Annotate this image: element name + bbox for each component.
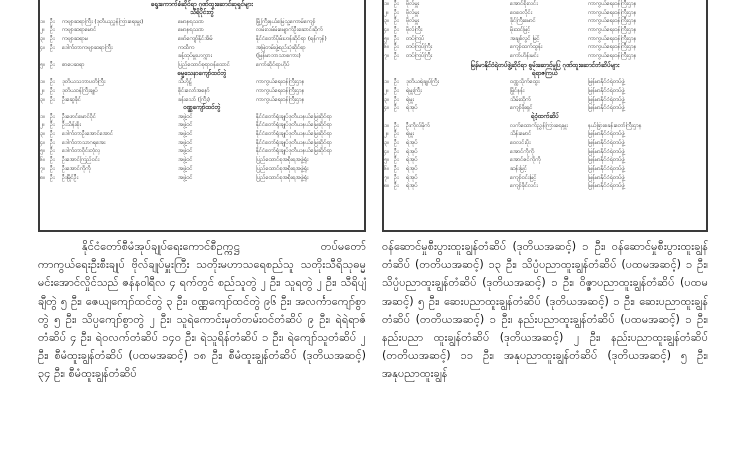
cell-num: ၂။ (40, 122, 45, 129)
cell-unit: (မြန်မာဘာသာစကား) (256, 53, 301, 60)
cell-unit: မြန်မာနိုင်ငံရဲတပ်ဖွဲ့ (588, 157, 625, 164)
cell-name: ရဲအုပ် (406, 183, 418, 190)
cell-award: မြိုင်နန်း (510, 88, 525, 94)
cell-unit: ကာကွယ်ရေးဝန်ကြီးဌာန (588, 44, 637, 51)
cell-unit: နယ်ခြားစခန်းတော်ကြီးဌာန (588, 122, 642, 129)
cell-name: ဒေါက်တာဝိုင်းတုံလှ (62, 148, 101, 155)
award-rows (40, 113, 364, 183)
cell-name: ရဲအုပ် (406, 148, 418, 155)
cell-unit: နိုင်ငံတော်ရုံးချုပ်ဒုတိယနယ်မြေဆိုင်ရာ (256, 131, 332, 138)
cell-num: ၁။ (40, 18, 45, 25)
cell-name: ဗိုလ်ကြီး (406, 27, 423, 34)
cell-unit: မြန်မာနိုင်ငံရဲတပ်ဖွဲ့ (588, 105, 625, 112)
cell-unit: ကာကွယ်ရေးဝန်ကြီးဌာန (588, 27, 637, 34)
cell-name: တပ်ကြပ်ကြီး (406, 44, 433, 51)
cell-unit: နိုင်ငံတော်ရုံးချုပ်ဒုတိယနယ်မြေဆိုင်ရာ (256, 113, 332, 120)
cell-award: မိုးထင်မြင့် (510, 27, 531, 34)
cell-name: စာပေဆရာ (62, 61, 85, 68)
award-rows (384, 122, 706, 192)
cell-num: ၄။ (384, 27, 389, 34)
cell-unit: မြန်မာနိုင်ငံရဲတပ်ဖွဲ့ (588, 174, 625, 181)
cell-award: ကျော်ဖိုးရှင် (510, 105, 533, 112)
cell-num: ၃။ (40, 131, 45, 138)
cell-num: ၂။ (40, 87, 45, 94)
cell-award: အဖွဲ့ဝင် (178, 113, 193, 120)
cell-num: ၁။ (384, 1, 389, 7)
cell-name: ဗိုလ်မှူး (406, 1, 420, 7)
cell-num: ၇။ (40, 165, 45, 172)
cell-name: ရဲမှူး (406, 96, 414, 103)
cell-rank: ဦး (394, 166, 399, 172)
cell-name: ဒုတိယရဲချုပ်ကြီး (406, 79, 439, 86)
cell-num: ၁။ (40, 79, 45, 86)
section-heading: ဝဏ္ဏကျော်ထင်တွဲ (183, 104, 221, 112)
cell-award: ကျော်ဝင်းမြင့် (510, 174, 537, 181)
cell-name: ဒေါက်တာဦးအောင်အောင် (62, 131, 114, 138)
cell-unit: မြန်မာနိုင်ငံရဲတပ်ဖွဲ့ (588, 139, 625, 146)
cell-rank: ဦး (50, 148, 55, 155)
cell-num: ၇။ (384, 174, 389, 181)
cell-rank: ဦး (394, 79, 399, 86)
award-list-panel-left (38, 0, 366, 232)
cell-name: ဦးဖောင်မောင်ဝိုင် (62, 113, 97, 120)
article-paragraph-right: ဝန်ဆောင်မှုစီးပွားထူးချွန်တံဆိပ် (ဒုတိယအဆင့်) ၁ ဦး၊ ဝန်ဆောင်မှုစီးပွားထူးချွန်တံဆိပ် (တတိယအဆင့်) ၁၃ ဦး၊ သိပ္ပံပညာထူးချွန်တံဆိပ် (ပထမအဆင့်) ၁ ဦး၊ သိပ္ပံပညာထူးချွန်တံဆိပ် (ဒုတိယအဆင့်) ၁ ဦး၊ ဝိဇ္ဇာပညာထူးချွန်တံဆိပ် (ပထမအဆင့်) ၅ ဦး၊ ဆေးပညာထူးချွန်တံဆိပ် (ဒုတိယအဆင့်) ၁ ဦး၊ ဆေးပညာထူးချွန်တံဆိပ် (တတိယအဆင့်) ၁ ဦး၊ နည်းပညာထူးချွန်တံဆိပ် (ပထမအဆင့်) ၁ ဦး၊ နည်းပညာ ထူးချွန်တံဆိပ် (ဒုတိယအဆင့်) ၂ ဦး၊ နည်းပညာထူးချွန်တံဆိပ် (တတိယအဆင့်) ၁၁ ဦး၊ အနုပညာထူးချွန်တံဆိပ် (ဒုတိယအဆင့်) ၅ ဦး၊ အနုပညာထူးချွန် (382, 240, 708, 381)
award-row (384, 17, 706, 26)
cell-rank: ဦး (50, 122, 55, 129)
award-row (40, 18, 364, 27)
cell-unit: ကာကွယ်ရေးဝန်ကြီးဌာန (256, 96, 305, 103)
cell-unit: လမ်းလမ်မ်းမျောက်ဦးဆောင်ဆိုက် (256, 27, 323, 34)
cell-award: အောင်စိုးလင်း (510, 1, 538, 7)
award-row (40, 52, 364, 61)
cell-unit: ကာကွယ်ရေးဝန်ကြီးဌာန (588, 35, 637, 42)
award-row (384, 0, 706, 9)
cell-num: ၄။ (40, 139, 45, 146)
cell-award: ပြည်ထောင်စုရာဝန်ထောင် (178, 61, 230, 68)
cell-award: အချစ်လွင် မြင့် (510, 35, 540, 42)
cell-name: ဦးဆွေခိုင် (62, 96, 81, 103)
cell-num (40, 52, 50, 61)
cell-rank: ဦး (394, 18, 399, 25)
cell-rank: ဦး (394, 1, 399, 7)
award-row (40, 26, 364, 35)
cell-name: ကဗျာဆရာမ (62, 35, 88, 42)
cell-name: ဦးအောင်ကိုကို (62, 165, 91, 172)
award-row (40, 156, 364, 165)
award-row (384, 174, 706, 183)
cell-award: အဖွဲ့ဝင် (178, 157, 193, 164)
cell-award: အဖွဲ့ဝင် (178, 148, 193, 155)
cell-num: ၃။ (384, 139, 389, 146)
article-paragraph-left: နိုင်ငံတော်စီမံအုပ်ချုပ်ရေးကောင်စီဥက္ကဋ္ဌ တပ်မတော်ကာကွယ်ရေးဦးစီးချုပ် ဗိုလ်ချုပ်မှူးကြီး သတိုးမဟာသရေစည်သူ သတိုးသီရိသုဓမ္မမင်းအောင်လှိုင်သည် ဇန်နဝါရီလ ၄ ရက်တွင် စည်သူတွဲ ၂ ဦး၊ သူရတွဲ ၂ ဦး၊ သီရိပျံချီတွဲ ၅ ဦး၊ ဇေယျကျော်ထင်တွဲ ၃ ဦး၊ ဝဏ္ဏကျော်ထင်တွဲ ၉၆ ဦး၊ အလင်္ကာကျော်စွာတွဲ ၅ ဦး၊ သိပ္ပကျော်စွာတွဲ ၂ ဦး၊ သူရဲကောင်းမှတ်တမ်းဝင်တံဆိပ် ၉ ဦး၊ ရဲရဲရာဇ်တံဆိပ် ၄ ဦး၊ ရဲဝလက်တံဆိပ် ၁၄၀ ဦး၊ ရဲသူရိန်တံဆိပ် ၁ ဦး၊ ရဲကျော်သူတံဆိပ် ၂ ဦး၊ စီမံထူးချွန်တံဆိပ် (ပထမအဆင့်) ၁၈ ဦး၊ စီမံထူးချွန်တံဆိပ် (ဒုတိယအဆင့်) ၃၄ ဦး၊ စီမံထူးချွန်တံဆိပ် (38, 240, 366, 381)
award-rows (384, 0, 706, 61)
award-row (40, 147, 364, 156)
cell-unit: ကော်ဆိုင်ရာဟိုပ် (256, 61, 290, 68)
cell-rank: ဦး (394, 96, 399, 103)
award-row (384, 139, 706, 148)
cell-num: ၆။ (40, 157, 45, 164)
cell-num: ၁။ (40, 113, 45, 120)
cell-unit: ကာကွယ်ရေးဝန်ကြီးဌာန (588, 9, 637, 16)
cell-award: ခန့်ထုပ်မှူးဟက္ကား (178, 53, 212, 60)
cell-num: ၄။ (40, 44, 45, 51)
cell-name: ဒေါက်တာသာဂရအေး (62, 139, 106, 146)
award-row (384, 165, 706, 174)
cell-num: ၂။ (384, 9, 389, 16)
cell-award: သိမ်းထိုက် (510, 96, 531, 103)
cell-rank: ဦး (394, 148, 399, 155)
award-row (40, 113, 364, 122)
cell-unit: ပြည်ထောင်စုအစိုးရအဖွဲ့ရုံး (256, 157, 309, 164)
cell-award: ခန်းသော် (ကြီး) (178, 96, 210, 103)
cell-unit: မြန်မာနိုင်ငံရဲတပ်ဖွဲ့ (588, 96, 625, 103)
cell-award: ဆန်းမြင့် (510, 166, 527, 172)
cell-num: ၄။ (384, 105, 389, 112)
cell-name: ရဲအုပ် (406, 166, 418, 172)
cell-award: ဝေဝေလိုင်း (510, 9, 533, 16)
cell-num: ၅။ (40, 61, 45, 68)
cell-rank: ဦး (394, 35, 399, 42)
cell-rank: ဦး (50, 96, 55, 103)
cell-unit: ကာကွယ်ရေးဝန်ကြီးဌာန (588, 53, 637, 60)
cell-rank: ဦး (394, 174, 399, 181)
cell-unit: နိုင်ငံတော်ပိုမ်းဟန်ဆိုင်ရာ (ရန်ကုန်) (256, 35, 327, 42)
award-row (384, 156, 706, 165)
cell-rank: ဦး (50, 27, 55, 34)
cell-name: ဒေါက်တာကဗျာဆရာကြီး (62, 44, 113, 51)
cell-rank: ဦး (50, 174, 55, 181)
award-row (40, 130, 364, 139)
award-row (40, 139, 364, 148)
cell-rank: ဦး (394, 139, 399, 146)
cell-num: ၁။ (384, 79, 389, 86)
cell-rank: ဦး (50, 18, 55, 25)
cell-num: ၂။ (40, 27, 45, 34)
cell-name: ဗိုလ်မှူး (406, 18, 420, 25)
cell-award: အဖွဲ့ဝင် (178, 174, 193, 181)
cell-unit: မြန်မာနိုင်ငံရဲတပ်ဖွဲ့ (588, 88, 625, 94)
award-row (40, 165, 364, 174)
cell-num: ၅။ (384, 157, 389, 164)
cell-award: ကျော်ခိုင်လင်း (510, 183, 538, 190)
cell-name: ဗိုလ်မှူး (406, 9, 420, 16)
cell-num: ၈။ (384, 183, 389, 190)
award-rows (384, 78, 706, 113)
cell-name: ကဗျာဆရာကြီး (ဒုတိယညွှန်ကြားရေးမှူး) (62, 18, 144, 25)
cell-award: အဖွဲ့ဝင် (178, 131, 193, 138)
section-heading: ရဲရာဇကြယ် (532, 69, 558, 77)
cell-name: ရဲမှူးကြီး (406, 88, 422, 94)
cell-name: ရဲအုပ် (406, 157, 418, 164)
award-row (40, 35, 364, 44)
cell-unit: ပြည်ထောင်စုအစိုးရအဖွဲ့ရုံး (256, 165, 309, 172)
cell-name: ဦးကိုလ်မိုက် (406, 122, 430, 129)
cell-rank: ဦး (394, 44, 399, 51)
cell-rank: ဦး (394, 131, 399, 138)
award-row (40, 78, 364, 87)
cell-award: အဖွဲ့ဝင် (178, 165, 193, 172)
cell-rank: ဦး (50, 165, 55, 172)
cell-award: အောင်ဇင်ကိုကို (510, 157, 541, 164)
cell-award: မောနရသဏ (178, 18, 204, 25)
cell-unit: မြန်မာနိုင်ငံရဲတပ်ဖွဲ့ (588, 79, 625, 86)
cell-award: ခိုင်ကြီးမောင် (510, 18, 536, 25)
award-row (40, 96, 364, 105)
cell-name: ဦးမြိုင်ဦး (62, 174, 79, 181)
cell-award: သိန်းမောင် (510, 131, 532, 138)
cell-num: ၇။ (384, 53, 389, 60)
cell-unit: နိုင်ငံတော်ရုံးချုပ်ဒုတိယနယ်မြေဆိုင်ရာ (256, 139, 332, 146)
cell-name: ဒုတိယသဘာပတိကြီး (62, 79, 106, 86)
cell-unit: မြန်မာနိုင်ငံရဲတပ်ဖွဲ့ (588, 148, 625, 155)
award-rows (40, 78, 364, 104)
cell-award: လက်ထောက်ညွှန်ကြားရေးမှူး (510, 122, 568, 129)
cell-rank: ဦး (394, 53, 399, 60)
cell-unit: မြန်မာနိုင်ငံရဲတပ်ဖွဲ့ (588, 166, 625, 172)
cell-award: ဝေလင်းပိုး (510, 139, 531, 146)
award-row (40, 87, 364, 96)
cell-name: တပ်ကြပ် (406, 35, 425, 42)
cell-rank: ဦး (394, 9, 399, 16)
cell-award: ကော်ဟိန်းမင်း (510, 53, 539, 60)
cell-num: ၂။ (384, 131, 389, 138)
cell-unit: ပြည်ထောင်စုအစိုးရအဖွဲ့ရုံး (256, 174, 309, 181)
award-row (384, 26, 706, 35)
cell-name: ရဲမှူး (406, 131, 414, 138)
cell-award: အဖွဲ့ဝင် (178, 139, 193, 146)
award-row (384, 122, 706, 131)
cell-award: ဝဏ္ဏသိုက်ထွေး (510, 79, 540, 86)
cell-unit: ကာကွယ်ရေးဝန်ကြီးဌာန (588, 18, 637, 25)
cell-award: စိုင်းလော်အနော် (178, 87, 210, 94)
cell-num: ၃။ (40, 35, 45, 42)
award-row (384, 130, 706, 139)
cell-name: ရဲအုပ် (406, 174, 418, 181)
cell-rank: ဦး (394, 157, 399, 164)
cell-rank: ဦး (50, 113, 55, 120)
cell-rank: ဦး (394, 105, 399, 112)
award-row (384, 43, 706, 52)
cell-num: ၂။ (384, 88, 389, 94)
cell-name: တပ်ကြပ်ကြီး (406, 53, 433, 60)
cell-num: ၈။ (40, 174, 45, 181)
cell-rank: ဦး (50, 79, 55, 86)
award-row (384, 78, 706, 87)
section-heading: ဓမ္မသေနာကျော်ထင်တွဲ (177, 69, 227, 77)
cell-rank: ဦး (50, 61, 55, 68)
cell-rank: ဦး (50, 44, 55, 51)
award-row (384, 104, 706, 113)
section-heading: သီရိပိုင်းတွဲ (190, 9, 214, 16)
cell-num: ၄။ (384, 148, 389, 155)
cell-award: သီဟိုဠ် (178, 79, 193, 86)
cell-unit: အမြဲတမ်းဖွဲ့စည်းပုံဆိုင်ရာ (256, 44, 306, 51)
cell-award: ဖော်ကျော်နိုင်အိမ် (178, 35, 213, 42)
cell-rank: ဦး (50, 157, 55, 164)
cell-unit: မြန်မာနိုင်ငံရဲတပ်ဖွဲ့ (588, 183, 625, 190)
cell-unit: ကာကွယ်ရေးဝန်ကြီးဌာန (256, 79, 305, 86)
cell-num: ၁။ (384, 122, 389, 129)
cell-award: အဖွဲ့ဝင် (178, 122, 193, 129)
section-heading: ရဲဝံ့ထက်ဆိပ် (531, 113, 559, 121)
award-row (384, 96, 706, 105)
cell-unit: ကာကွယ်ရေးဝန်ကြီးဌာန (256, 87, 305, 94)
cell-rank (50, 52, 62, 61)
cell-rank: ဦး (50, 131, 55, 138)
cell-rank: ဦး (50, 87, 55, 94)
cell-award: အောင်ကိုကို (510, 148, 535, 155)
cell-rank: ဦး (50, 35, 55, 42)
cell-num: ၃။ (384, 18, 389, 25)
cell-name: ရဲအုပ် (406, 139, 418, 146)
cell-name: ရဲအုပ် (406, 105, 418, 112)
cell-unit: မြို့ကြီးနယ်မြေသူ့ကောမ်ကျော် (256, 18, 316, 25)
award-row (384, 9, 706, 18)
cell-unit: နိုင်ငံတော်ရုံးချုပ်ဒုတိယနယ်မြေဆိုင်ရာ (256, 148, 332, 155)
cell-unit: နိုင်ငံတော်ရုံးချုပ်ဒုတိယနယ်မြေဆိုင်ရာ (256, 122, 332, 129)
cell-num: ၅။ (384, 35, 389, 42)
cell-num: ၃။ (40, 96, 45, 103)
award-rows (40, 18, 364, 70)
award-row (40, 121, 364, 130)
cell-unit: မြန်မာနိုင်ငံရဲတပ်ဖွဲ့ (588, 131, 625, 138)
cell-award: မောနရသဏ (178, 27, 204, 34)
cell-num: ၃။ (384, 96, 389, 103)
cell-rank: ဦး (394, 27, 399, 34)
panel-title: ရွေးကောက်ခံဆိုင်ရာ ဂုဏ်ထူးဆောင်ဆုရှင်များ (151, 1, 253, 8)
cell-name: ဒုတိယဝန်ကြီးချုပ် (62, 87, 98, 94)
panel-title: မြန်မာနိုင်ငံရဲတပ်ဖွဲ့ဆိုင်ရာ စွမ်းဆောင်မှုပြ ဂုဏ်ထူးဆောင်တံဆိပ်များ (470, 61, 620, 69)
cell-num: ၅။ (40, 148, 45, 155)
cell-rank: ဦး (394, 88, 399, 94)
cell-num: ၆။ (384, 44, 389, 51)
award-row (384, 182, 706, 191)
award-row (384, 35, 706, 44)
award-row (384, 87, 706, 96)
award-row (384, 148, 706, 157)
cell-rank: ဦး (394, 122, 399, 129)
cell-num: ၆။ (384, 166, 389, 172)
cell-unit: ကာကွယ်ရေးဝန်ကြီးဌာန (588, 1, 637, 7)
award-row (40, 174, 364, 183)
cell-award: ကထိက (178, 44, 195, 51)
award-row (40, 61, 364, 70)
cell-rank: ဦး (394, 183, 399, 190)
cell-name (62, 52, 178, 61)
cell-name: ဦးသိန်းစိုး (62, 122, 81, 129)
cell-name: ဦးအောင်ကြည်ဝင်း (62, 157, 100, 164)
award-row (384, 52, 706, 61)
cell-rank: ဦး (50, 139, 55, 146)
cell-name: ကဗျာဆရာမောင် (62, 27, 97, 34)
award-list-panel-right (382, 0, 708, 232)
cell-award: ကျော်ထက်ထွန်း (510, 44, 543, 51)
award-row (40, 44, 364, 53)
